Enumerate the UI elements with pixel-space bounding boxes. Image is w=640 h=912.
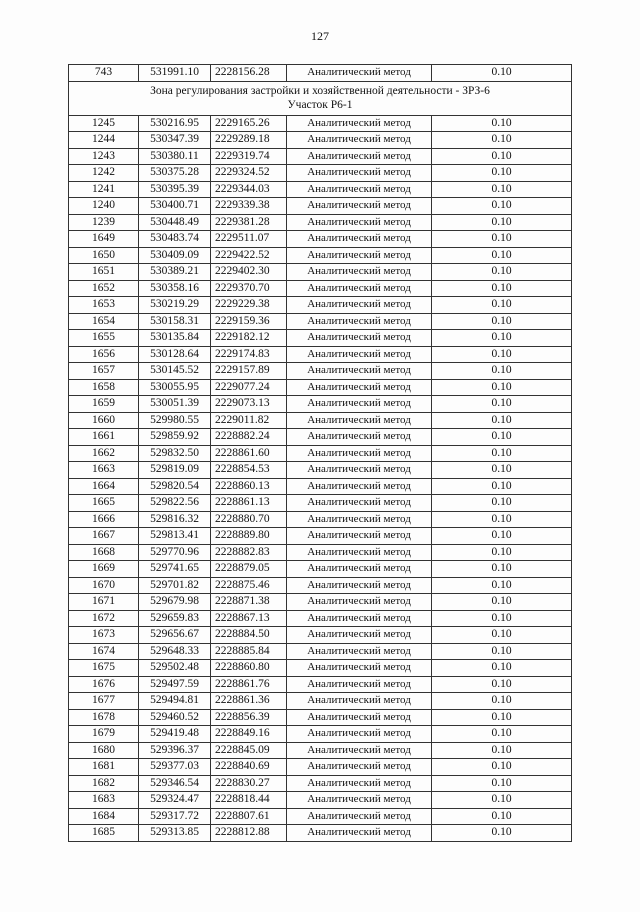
coord-y: 2228882.24 — [211, 429, 287, 446]
coord-y: 2228861.60 — [211, 445, 287, 462]
method: Аналитический метод — [287, 495, 432, 512]
method: Аналитический метод — [287, 478, 432, 495]
point-number: 1671 — [69, 594, 139, 611]
accuracy: 0.10 — [432, 214, 572, 231]
coord-y: 2228885.84 — [211, 643, 287, 660]
coord-x: 530409.09 — [139, 247, 211, 264]
coord-x: 529813.41 — [139, 528, 211, 545]
table-row — [69, 379, 572, 396]
accuracy: 0.10 — [432, 346, 572, 363]
table-row — [69, 297, 572, 314]
zone-header — [69, 81, 572, 115]
coord-y: 2228861.76 — [211, 676, 287, 693]
table-row — [69, 313, 572, 330]
zone-title: Зона регулирования застройки и хозяйственной деятельности - ЗРЗ-6 — [150, 85, 490, 97]
method: Аналитический метод — [287, 313, 432, 330]
coord-y: 2229159.36 — [211, 313, 287, 330]
accuracy: 0.10 — [432, 709, 572, 726]
coord-y: 2228845.09 — [211, 742, 287, 759]
method: Аналитический метод — [287, 544, 432, 561]
coord-x: 530400.71 — [139, 198, 211, 215]
table-row — [69, 148, 572, 165]
method: Аналитический метод — [287, 775, 432, 792]
accuracy: 0.10 — [432, 495, 572, 512]
coord-x: 529832.50 — [139, 445, 211, 462]
coord-y: 2229073.13 — [211, 396, 287, 413]
table-row — [69, 462, 572, 479]
coord-x: 530051.39 — [139, 396, 211, 413]
method: Аналитический метод — [287, 330, 432, 347]
table-row — [69, 495, 572, 512]
method: Аналитический метод — [287, 693, 432, 710]
coord-y: 2228860.80 — [211, 660, 287, 677]
coord-y: 2229381.28 — [211, 214, 287, 231]
point-number: 1670 — [69, 577, 139, 594]
coord-y: 2228867.13 — [211, 610, 287, 627]
coord-x: 529816.32 — [139, 511, 211, 528]
accuracy: 0.10 — [432, 759, 572, 776]
coord-x: 529819.09 — [139, 462, 211, 479]
point-number: 1672 — [69, 610, 139, 627]
table-row — [69, 247, 572, 264]
table-row — [69, 792, 572, 809]
method: Аналитический метод — [287, 181, 432, 198]
accuracy: 0.10 — [432, 330, 572, 347]
method: Аналитический метод — [287, 792, 432, 809]
method: Аналитический метод — [287, 396, 432, 413]
accuracy: 0.10 — [432, 676, 572, 693]
coord-x: 529313.85 — [139, 825, 211, 842]
table-row — [69, 528, 572, 545]
coord-y: 2228807.61 — [211, 808, 287, 825]
coord-x: 529324.47 — [139, 792, 211, 809]
point-number: 1654 — [69, 313, 139, 330]
accuracy: 0.10 — [432, 478, 572, 495]
point-number: 1650 — [69, 247, 139, 264]
coord-x: 529859.92 — [139, 429, 211, 446]
point-number: 1683 — [69, 792, 139, 809]
method: Аналитический метод — [287, 676, 432, 693]
accuracy: 0.10 — [432, 247, 572, 264]
coord-y: 2228861.36 — [211, 693, 287, 710]
coord-x: 530483.74 — [139, 231, 211, 248]
coord-x: 529820.54 — [139, 478, 211, 495]
coord-x: 529460.52 — [139, 709, 211, 726]
coord-x: 529741.65 — [139, 561, 211, 578]
accuracy: 0.10 — [432, 577, 572, 594]
point-number: 1684 — [69, 808, 139, 825]
table-row — [69, 759, 572, 776]
accuracy: 0.10 — [432, 231, 572, 248]
coord-y: 2229370.70 — [211, 280, 287, 297]
coord-y: 2229289.18 — [211, 132, 287, 149]
point-number: 1665 — [69, 495, 139, 512]
coord-y: 2229339.38 — [211, 198, 287, 215]
point-number: 1678 — [69, 709, 139, 726]
coord-x: 529396.37 — [139, 742, 211, 759]
accuracy: 0.10 — [432, 445, 572, 462]
method: Аналитический метод — [287, 65, 432, 82]
accuracy: 0.10 — [432, 181, 572, 198]
point-number: 1655 — [69, 330, 139, 347]
coordinates-table-body — [69, 65, 572, 842]
table-row — [69, 65, 572, 82]
accuracy: 0.10 — [432, 462, 572, 479]
table-row — [69, 330, 572, 347]
point-number: 743 — [69, 65, 139, 82]
coord-x: 529497.59 — [139, 676, 211, 693]
method: Аналитический метод — [287, 610, 432, 627]
coord-y: 2229422.52 — [211, 247, 287, 264]
coord-x: 530448.49 — [139, 214, 211, 231]
method: Аналитический метод — [287, 528, 432, 545]
coord-x: 530375.28 — [139, 165, 211, 182]
coord-y: 2228812.88 — [211, 825, 287, 842]
table-row — [69, 214, 572, 231]
point-number: 1243 — [69, 148, 139, 165]
point-number: 1660 — [69, 412, 139, 429]
method: Аналитический метод — [287, 808, 432, 825]
accuracy: 0.10 — [432, 363, 572, 380]
coord-y: 2228882.83 — [211, 544, 287, 561]
coord-y: 2228875.46 — [211, 577, 287, 594]
method: Аналитический метод — [287, 148, 432, 165]
method: Аналитический метод — [287, 759, 432, 776]
coord-x: 530055.95 — [139, 379, 211, 396]
coord-y: 2228889.80 — [211, 528, 287, 545]
point-number: 1652 — [69, 280, 139, 297]
table-row — [69, 660, 572, 677]
point-number: 1666 — [69, 511, 139, 528]
accuracy: 0.10 — [432, 693, 572, 710]
accuracy: 0.10 — [432, 280, 572, 297]
coord-y: 2228849.16 — [211, 726, 287, 743]
coord-x: 529494.81 — [139, 693, 211, 710]
method: Аналитический метод — [287, 115, 432, 132]
table-row — [69, 478, 572, 495]
table-row — [69, 115, 572, 132]
coord-x: 531991.10 — [139, 65, 211, 82]
point-number: 1245 — [69, 115, 139, 132]
table-row — [69, 363, 572, 380]
method: Аналитический метод — [287, 132, 432, 149]
coord-y: 2228156.28 — [211, 65, 287, 82]
point-number: 1676 — [69, 676, 139, 693]
table-row — [69, 198, 572, 215]
table-row — [69, 280, 572, 297]
point-number: 1241 — [69, 181, 139, 198]
table-row — [69, 577, 572, 594]
accuracy: 0.10 — [432, 148, 572, 165]
coord-y: 2229402.30 — [211, 264, 287, 281]
coord-y: 2228879.05 — [211, 561, 287, 578]
method: Аналитический метод — [287, 412, 432, 429]
accuracy: 0.10 — [432, 726, 572, 743]
coord-y: 2229174.83 — [211, 346, 287, 363]
coord-y: 2228880.70 — [211, 511, 287, 528]
accuracy: 0.10 — [432, 561, 572, 578]
method: Аналитический метод — [287, 429, 432, 446]
accuracy: 0.10 — [432, 643, 572, 660]
table-row — [69, 544, 572, 561]
coord-x: 530128.64 — [139, 346, 211, 363]
point-number: 1675 — [69, 660, 139, 677]
accuracy: 0.10 — [432, 775, 572, 792]
point-number: 1656 — [69, 346, 139, 363]
coord-x: 529656.67 — [139, 627, 211, 644]
method: Аналитический метод — [287, 561, 432, 578]
accuracy: 0.10 — [432, 264, 572, 281]
table-row — [69, 825, 572, 842]
method: Аналитический метод — [287, 346, 432, 363]
coord-x: 529822.56 — [139, 495, 211, 512]
point-number: 1242 — [69, 165, 139, 182]
accuracy: 0.10 — [432, 660, 572, 677]
coord-x: 530158.31 — [139, 313, 211, 330]
coord-y: 2228871.38 — [211, 594, 287, 611]
point-number: 1244 — [69, 132, 139, 149]
table-row — [69, 676, 572, 693]
coord-x: 530135.84 — [139, 330, 211, 347]
accuracy: 0.10 — [432, 808, 572, 825]
table-row — [69, 412, 572, 429]
coord-x: 529419.48 — [139, 726, 211, 743]
table-row — [69, 561, 572, 578]
method: Аналитический метод — [287, 709, 432, 726]
accuracy: 0.10 — [432, 297, 572, 314]
table-row — [69, 693, 572, 710]
coord-y: 2229324.52 — [211, 165, 287, 182]
point-number: 1674 — [69, 643, 139, 660]
table-row — [69, 610, 572, 627]
method: Аналитический метод — [287, 264, 432, 281]
point-number: 1653 — [69, 297, 139, 314]
point-number: 1239 — [69, 214, 139, 231]
point-number: 1680 — [69, 742, 139, 759]
table-row — [69, 742, 572, 759]
coord-y: 2228840.69 — [211, 759, 287, 776]
coord-x: 529659.83 — [139, 610, 211, 627]
point-number: 1659 — [69, 396, 139, 413]
method: Аналитический метод — [287, 297, 432, 314]
coord-x: 529679.98 — [139, 594, 211, 611]
table-row — [69, 165, 572, 182]
coordinates-table — [68, 64, 572, 842]
accuracy: 0.10 — [432, 115, 572, 132]
method: Аналитический метод — [287, 594, 432, 611]
point-number: 1651 — [69, 264, 139, 281]
method: Аналитический метод — [287, 726, 432, 743]
point-number: 1685 — [69, 825, 139, 842]
table-row — [69, 346, 572, 363]
point-number: 1668 — [69, 544, 139, 561]
coord-x: 529317.72 — [139, 808, 211, 825]
accuracy: 0.10 — [432, 379, 572, 396]
table-row — [69, 231, 572, 248]
coord-x: 529502.48 — [139, 660, 211, 677]
point-number: 1240 — [69, 198, 139, 215]
coord-y: 2229319.74 — [211, 148, 287, 165]
point-number: 1681 — [69, 759, 139, 776]
method: Аналитический метод — [287, 379, 432, 396]
point-number: 1662 — [69, 445, 139, 462]
coord-x: 529346.54 — [139, 775, 211, 792]
zone-subtitle: Участок Р6-1 — [287, 99, 353, 111]
point-number: 1667 — [69, 528, 139, 545]
method: Аналитический метод — [287, 511, 432, 528]
accuracy: 0.10 — [432, 528, 572, 545]
table-row — [69, 429, 572, 446]
table-row — [69, 775, 572, 792]
point-number: 1673 — [69, 627, 139, 644]
coord-y: 2228854.53 — [211, 462, 287, 479]
coord-y: 2229344.03 — [211, 181, 287, 198]
coord-y: 2228856.39 — [211, 709, 287, 726]
coord-y: 2228818.44 — [211, 792, 287, 809]
table-row — [69, 709, 572, 726]
coord-y: 2228860.13 — [211, 478, 287, 495]
coord-x: 529770.96 — [139, 544, 211, 561]
point-number: 1664 — [69, 478, 139, 495]
coord-y: 2229511.07 — [211, 231, 287, 248]
method: Аналитический метод — [287, 198, 432, 215]
coord-y: 2229165.26 — [211, 115, 287, 132]
coord-x: 530219.29 — [139, 297, 211, 314]
method: Аналитический метод — [287, 247, 432, 264]
method: Аналитический метод — [287, 214, 432, 231]
accuracy: 0.10 — [432, 429, 572, 446]
accuracy: 0.10 — [432, 396, 572, 413]
point-number: 1663 — [69, 462, 139, 479]
accuracy: 0.10 — [432, 825, 572, 842]
coord-y: 2229157.89 — [211, 363, 287, 380]
accuracy: 0.10 — [432, 792, 572, 809]
method: Аналитический метод — [287, 462, 432, 479]
method: Аналитический метод — [287, 363, 432, 380]
accuracy: 0.10 — [432, 313, 572, 330]
coord-x: 530347.39 — [139, 132, 211, 149]
point-number: 1658 — [69, 379, 139, 396]
accuracy: 0.10 — [432, 65, 572, 82]
method: Аналитический метод — [287, 742, 432, 759]
table-row — [69, 808, 572, 825]
accuracy: 0.10 — [432, 544, 572, 561]
method: Аналитический метод — [287, 660, 432, 677]
page-number: 127 — [311, 29, 329, 43]
table-row — [69, 627, 572, 644]
table-row — [69, 396, 572, 413]
table-row — [69, 511, 572, 528]
point-number: 1649 — [69, 231, 139, 248]
coord-x: 529648.33 — [139, 643, 211, 660]
method: Аналитический метод — [287, 280, 432, 297]
coord-y: 2229229.38 — [211, 297, 287, 314]
method: Аналитический метод — [287, 445, 432, 462]
point-number: 1657 — [69, 363, 139, 380]
accuracy: 0.10 — [432, 132, 572, 149]
coord-y: 2228861.13 — [211, 495, 287, 512]
coord-x: 529980.55 — [139, 412, 211, 429]
coord-x: 529377.03 — [139, 759, 211, 776]
accuracy: 0.10 — [432, 742, 572, 759]
accuracy: 0.10 — [432, 198, 572, 215]
coord-y: 2228830.27 — [211, 775, 287, 792]
point-number: 1677 — [69, 693, 139, 710]
accuracy: 0.10 — [432, 511, 572, 528]
method: Аналитический метод — [287, 231, 432, 248]
coord-x: 530395.39 — [139, 181, 211, 198]
accuracy: 0.10 — [432, 412, 572, 429]
table-row — [69, 594, 572, 611]
accuracy: 0.10 — [432, 165, 572, 182]
table-row — [69, 181, 572, 198]
method: Аналитический метод — [287, 825, 432, 842]
coord-y: 2229011.82 — [211, 412, 287, 429]
method: Аналитический метод — [287, 627, 432, 644]
table-row — [69, 726, 572, 743]
coord-x: 530358.16 — [139, 280, 211, 297]
point-number: 1682 — [69, 775, 139, 792]
coord-y: 2228884.50 — [211, 627, 287, 644]
coord-x: 529701.82 — [139, 577, 211, 594]
coord-x: 530145.52 — [139, 363, 211, 380]
point-number: 1669 — [69, 561, 139, 578]
table-row — [69, 643, 572, 660]
method: Аналитический метод — [287, 577, 432, 594]
accuracy: 0.10 — [432, 627, 572, 644]
coord-y: 2229077.24 — [211, 379, 287, 396]
table-row — [69, 445, 572, 462]
coord-x: 530216.95 — [139, 115, 211, 132]
method: Аналитический метод — [287, 643, 432, 660]
point-number: 1679 — [69, 726, 139, 743]
point-number: 1661 — [69, 429, 139, 446]
table-row — [69, 132, 572, 149]
method: Аналитический метод — [287, 165, 432, 182]
zone-header-row — [69, 81, 572, 115]
coord-y: 2229182.12 — [211, 330, 287, 347]
coord-x: 530380.11 — [139, 148, 211, 165]
accuracy: 0.10 — [432, 610, 572, 627]
accuracy: 0.10 — [432, 594, 572, 611]
table-row — [69, 264, 572, 281]
coord-x: 530389.21 — [139, 264, 211, 281]
